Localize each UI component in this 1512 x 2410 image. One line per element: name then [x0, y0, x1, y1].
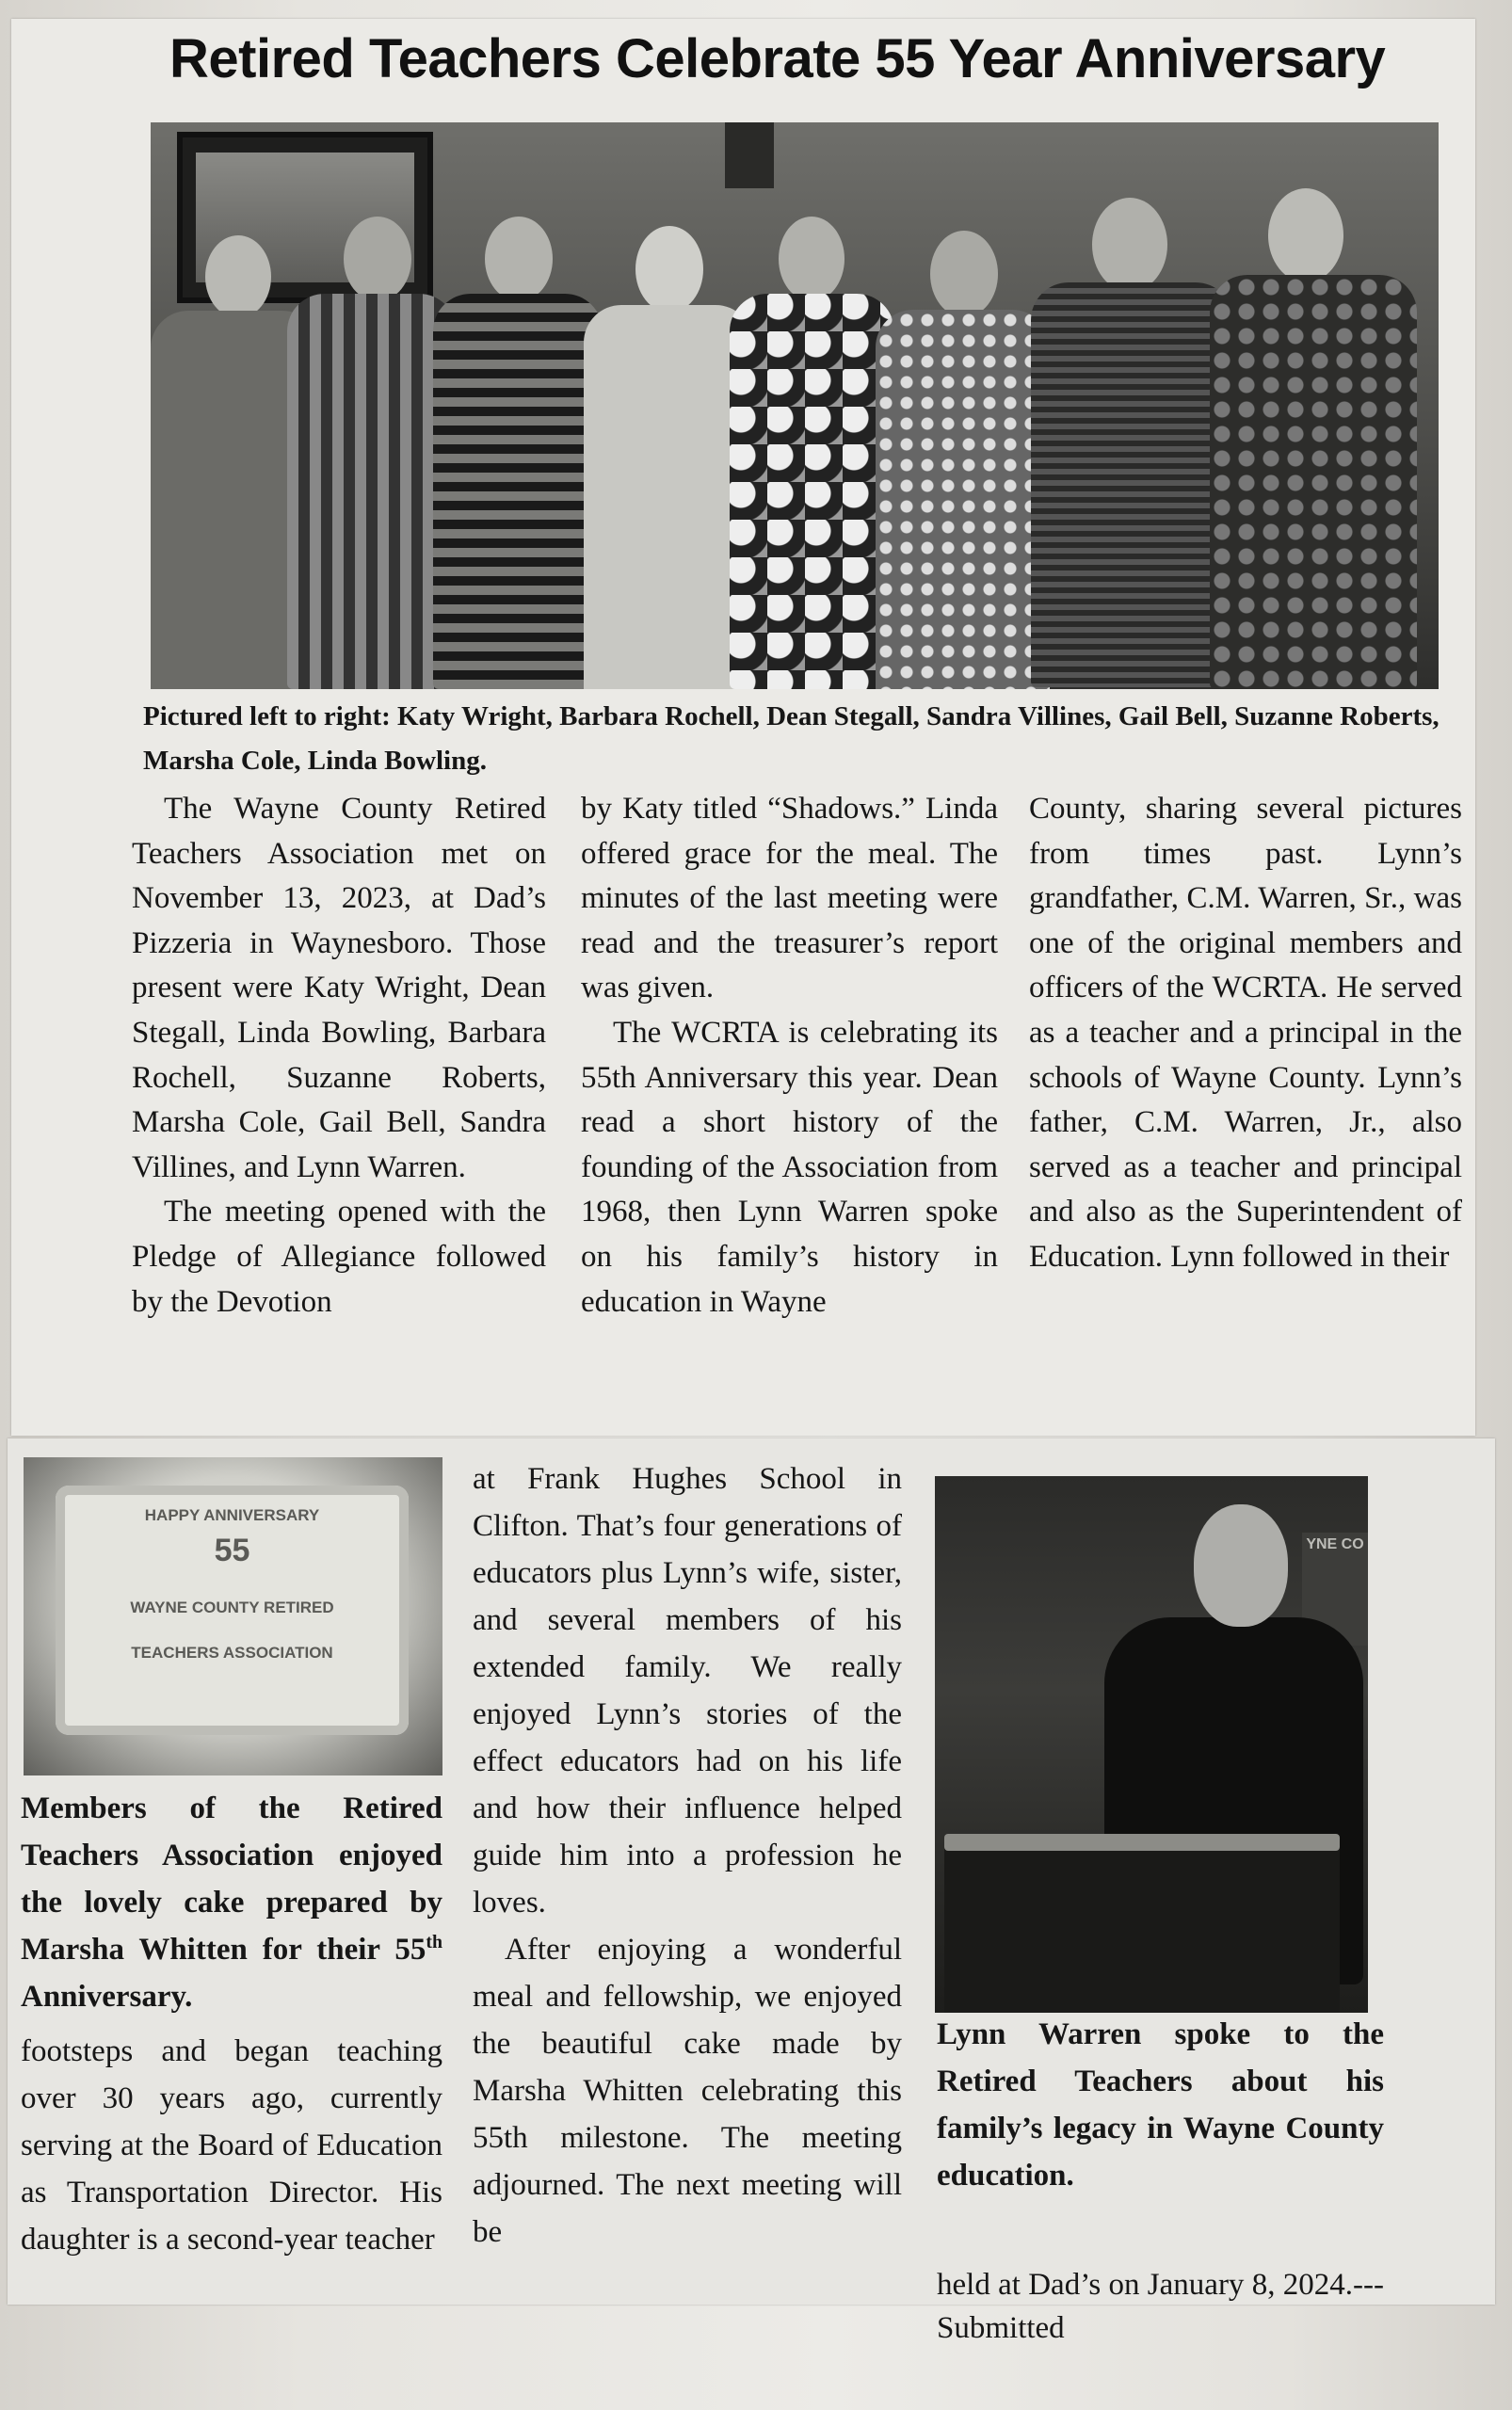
article-column-5 [473, 1455, 902, 2256]
paragraph: After enjoying a wonderful meal and fellowship, we enjoyed the beautiful cake made by Marsha Whitten celebrating this 55th milestone. The meeting adjourned. The next meeting will be [473, 1933, 902, 2249]
cake-photo-caption [21, 1785, 442, 2020]
podium-rail [944, 1834, 1340, 1851]
article-column-2 [581, 787, 998, 1325]
article-column-4 [21, 2028, 442, 2263]
article-column-6 [937, 2263, 1384, 2350]
wall-lamp [725, 122, 774, 188]
paragraph: The meeting opened with the Pledge of Allegiance followed by the Devotion [132, 1195, 546, 1319]
cake-inscription: 55 [214, 1533, 250, 1568]
cake-inscription: WAYNE COUNTY RETIRED [130, 1599, 334, 1616]
paragraph: by Katy titled “Shadows.” Linda offered grace for the meal. The minutes of the last meeting were read and the treasurer’s report was given. [581, 792, 998, 1005]
article-column-1 [132, 787, 546, 1325]
paragraph: at Frank Hughes School in Clifton. That’s four generations of educators plus Lynn’s wife, sister, and several members of his extended family. We really enjoyed Lynn’s stories of the effect educators had on his life and how their influence helped guide him into a profession he loves. [473, 1462, 902, 1920]
anniversary-cake [56, 1486, 409, 1735]
paragraph: The WCRTA is celebrating its 55th Anniversary this year. Dean read a short history of the founding of the Association from 1968, then Lynn Warren spoke on his family’s history in education in Wayne [581, 1015, 998, 1319]
banner-sign: YNE CO [1302, 1533, 1368, 1646]
caption-text: Members of the Retired Teachers Association enjoyed the lovely cake prepared by Marsha Whitten for their 55 [21, 1791, 442, 1967]
caption-superscript: th [426, 1932, 442, 1952]
podium [944, 1843, 1340, 2013]
person-head [1194, 1504, 1288, 1627]
headline: Retired Teachers Celebrate 55 Year Anniversary [169, 28, 1386, 89]
paragraph: held at Dad’s on January 8, 2024.---Submitted [937, 2268, 1384, 2345]
cake-inscription: TEACHERS ASSOCIATION [131, 1644, 333, 1662]
cake-photo [24, 1457, 442, 1775]
paragraph: County, sharing several pictures from times past. Lynn’s grandfather, C.M. Warren, Sr., was one of the original members and officers of the WCRTA. He served as a teacher and a principal in the schools of Wayne County. Lynn’s father, C.M. Warren, Jr., also served as a teacher and principal and also as the Superintendent of Education. Lynn followed in their [1029, 792, 1462, 1274]
group-photo [151, 122, 1439, 689]
paragraph: footsteps and began teaching over 30 years ago, currently serving at the Board of Education as Transportation Director. His daughter is a second-year teacher [21, 2034, 442, 2257]
caption-text: Anniversary. [21, 1980, 193, 2014]
paragraph: The Wayne County Retired Teachers Association met on November 13, 2023, at Dad’s Pizzeria in Waynesboro. Those present were Katy Wright, Dean Stegall, Linda Bowling, Barbara Rochell, Suzanne Roberts, Marsha Cole, Gail Bell, Sandra Villines, and Lynn Warren. [132, 792, 546, 1184]
cake-inscription: HAPPY ANNIVERSARY [144, 1506, 320, 1524]
lynn-photo-caption: Lynn Warren spoke to the Retired Teachers about his family’s legacy in Wayne County education. [937, 2017, 1384, 2193]
lynn-warren-photo [935, 1476, 1368, 2013]
article-column-3 [1029, 787, 1462, 1280]
group-photo-caption: Pictured left to right: Katy Wright, Barbara Rochell, Dean Stegall, Sandra Villines, Gail Bell, Suzanne Roberts, Marsha Cole, Linda Bowling. [143, 701, 1440, 776]
